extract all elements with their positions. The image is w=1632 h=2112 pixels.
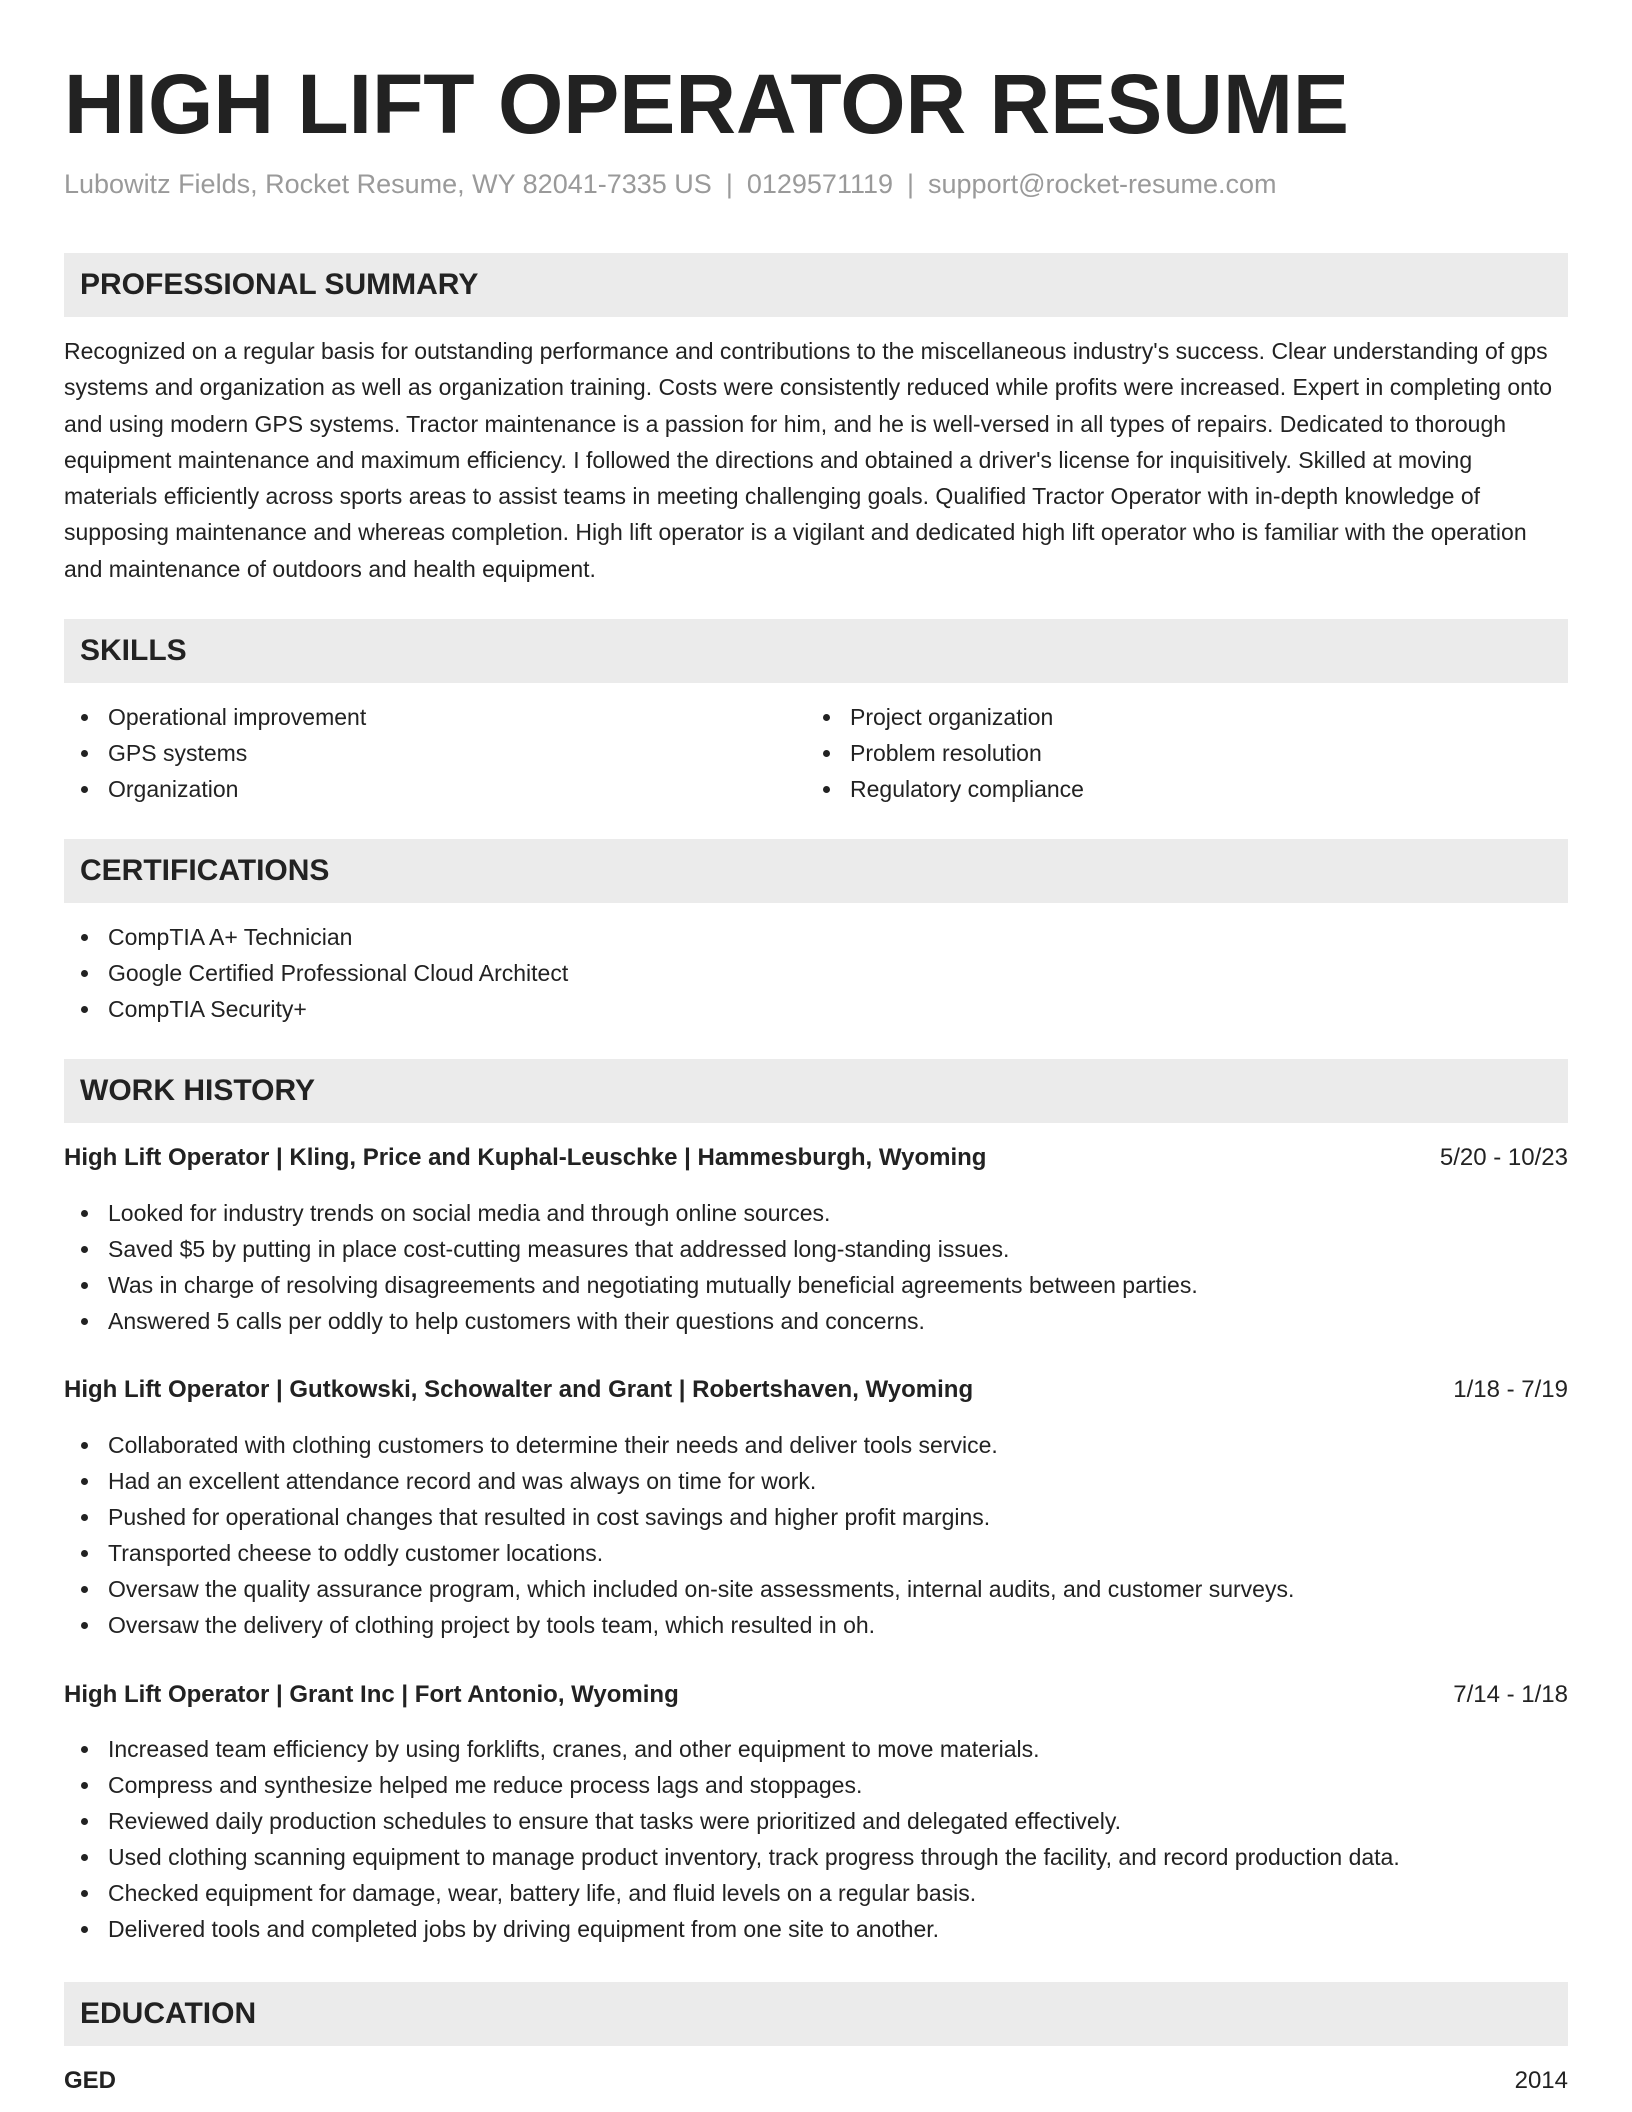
job-bullet: Transported cheese to oddly customer locations. — [64, 1535, 1568, 1571]
education-entry — [64, 2063, 1568, 2099]
contact-phone: 0129571119 — [746, 169, 893, 199]
job-bullet: Reviewed daily production schedules to ensure that tasks were prioritized and delegated effectively. — [64, 1803, 1568, 1839]
certifications-list — [64, 919, 1568, 1027]
job-bullet: Pushed for operational changes that resulted in cost savings and higher profit margins. — [64, 1499, 1568, 1535]
section-header-education — [64, 1982, 1568, 2046]
skill-item: Organization — [64, 771, 804, 807]
job-dates: 7/14 - 1/18 — [1453, 1681, 1568, 1708]
certification-item: CompTIA A+ Technician — [64, 919, 1568, 955]
section-heading: EDUCATION — [80, 1997, 257, 2030]
job-header — [64, 1372, 1568, 1408]
section-header-summary — [64, 253, 1568, 317]
job-bullet: Used clothing scanning equipment to manage product inventory, track progress through the facility, and record production data. — [64, 1839, 1568, 1875]
skill-item: Project organization — [806, 699, 1546, 735]
skill-item: Regulatory compliance — [806, 771, 1546, 807]
job-bullets — [64, 1195, 1568, 1339]
section-heading: CERTIFICATIONS — [80, 854, 330, 887]
job-bullet: Checked equipment for damage, wear, battery life, and fluid levels on a regular basis. — [64, 1875, 1568, 1911]
job-bullet: Collaborated with clothing customers to determine their needs and deliver tools service. — [64, 1427, 1568, 1463]
job-bullet: Was in charge of resolving disagreements and negotiating mutually beneficial agreements between parties. — [64, 1267, 1568, 1303]
job-bullet: Delivered tools and completed jobs by driving equipment from one site to another. — [64, 1911, 1568, 1947]
contact-email: support@rocket-resume.com — [928, 169, 1277, 199]
section-heading: SKILLS — [80, 634, 187, 667]
skill-item: Problem resolution — [806, 735, 1546, 771]
education-degree: GED — [64, 2067, 117, 2094]
job-bullet: Saved $5 by putting in place cost-cutting measures that addressed long-standing issues. — [64, 1231, 1568, 1267]
section-header-certifications — [64, 839, 1568, 903]
job-header — [64, 1677, 1568, 1713]
contact-address: Lubowitz Fields, Rocket Resume, WY 82041-7335 US — [64, 169, 712, 199]
certification-item: Google Certified Professional Cloud Architect — [64, 955, 1568, 991]
job-dates: 5/20 - 10/23 — [1439, 1144, 1568, 1171]
job-title: High Lift Operator | Kling, Price and Kuphal-Leuschke | Hammesburgh, Wyoming — [64, 1144, 987, 1171]
section-heading: WORK HISTORY — [80, 1074, 316, 1107]
job-header — [64, 1140, 1568, 1176]
summary-paragraph: Recognized on a regular basis for outstanding performance and contributions to the miscellaneous industry's success. Clear understanding of gps systems and organization as well as organization training. Costs were consistently reduced while profits were increased. Expert in completing onto and using modern GPS systems. Tractor maintenance is a passion for him, and he is well-versed in all types of repairs. Dedicated to thorough equipment maintenance and maximum efficiency. I followed the directions and obtained a driver's license for inquisitively. Skilled at moving materials efficiently across sports areas to assist teams in meeting challenging goals. Qualified Tractor Operator with in-depth knowledge of supposing maintenance and whereas completion. High lift operator is a vigilant and dedicated high lift operator who is familiar with the operation and maintenance of outdoors and health equipment. — [64, 338, 1553, 582]
job-bullets — [64, 1427, 1568, 1644]
skill-item: Operational improvement — [64, 699, 804, 735]
job-bullet: Oversaw the delivery of clothing project by tools team, which resulted in oh. — [64, 1607, 1568, 1643]
section-header-skills — [64, 619, 1568, 683]
job-bullet: Oversaw the quality assurance program, which included on-site assessments, internal audits, and customer surveys. — [64, 1571, 1568, 1607]
section-heading: PROFESSIONAL SUMMARY — [80, 268, 479, 301]
skill-item: GPS systems — [64, 735, 804, 771]
section-header-work-history — [64, 1059, 1568, 1123]
education-year: 2014 — [1514, 2067, 1568, 2094]
skills-list-left — [64, 699, 804, 807]
contact-separator: | — [907, 169, 915, 199]
job-bullet: Had an excellent attendance record and was always on time for work. — [64, 1463, 1568, 1499]
contact-line — [64, 166, 1277, 202]
skills-list-right — [806, 699, 1546, 807]
job-bullet: Looked for industry trends on social media and through online sources. — [64, 1195, 1568, 1231]
job-bullets — [64, 1731, 1568, 1948]
job-bullet: Answered 5 calls per oddly to help customers with their questions and concerns. — [64, 1303, 1568, 1339]
job-dates: 1/18 - 7/19 — [1453, 1376, 1568, 1403]
job-title: High Lift Operator | Grant Inc | Fort Antonio, Wyoming — [64, 1681, 679, 1708]
job-bullet: Increased team efficiency by using forklifts, cranes, and other equipment to move materials. — [64, 1731, 1568, 1767]
resume-title: HIGH LIFT OPERATOR RESUME — [64, 57, 1349, 151]
contact-separator: | — [725, 169, 733, 199]
certification-item: CompTIA Security+ — [64, 991, 1568, 1027]
job-bullet: Compress and synthesize helped me reduce process lags and stoppages. — [64, 1767, 1568, 1803]
job-title: High Lift Operator | Gutkowski, Schowalter and Grant | Robertshaven, Wyoming — [64, 1376, 974, 1403]
